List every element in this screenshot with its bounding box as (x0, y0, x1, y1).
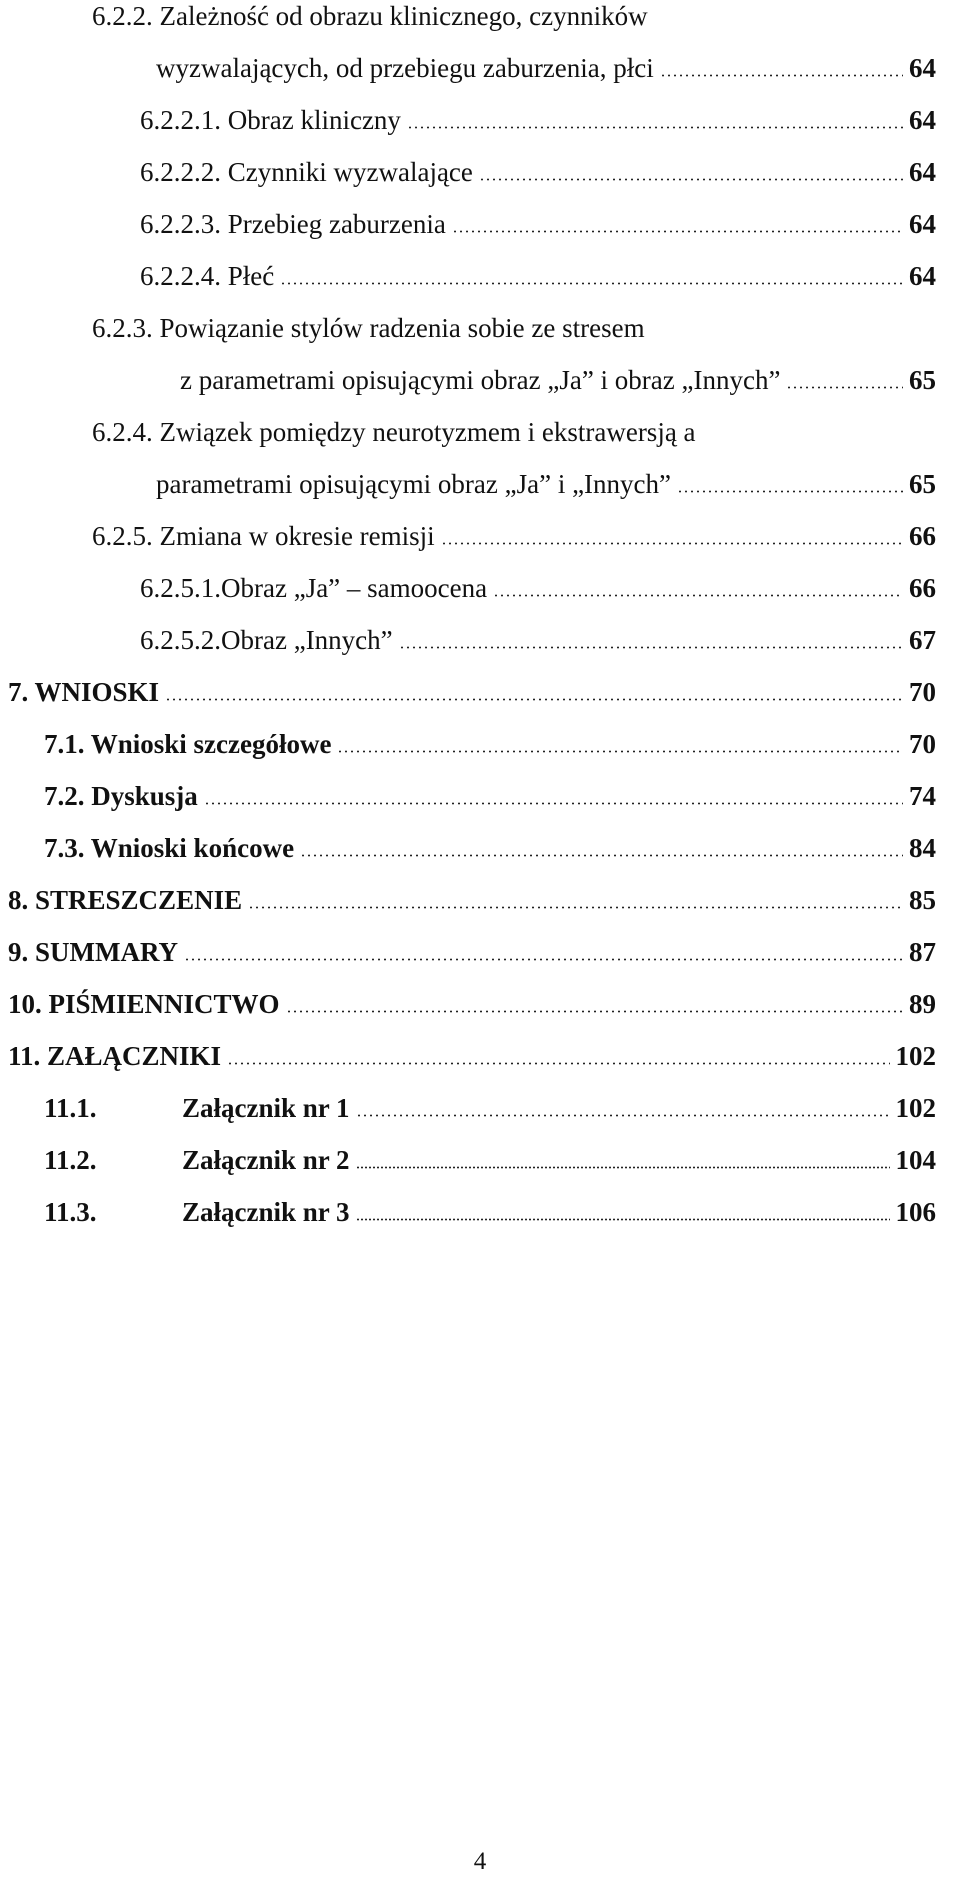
toc-entry-6-2-5[interactable] (92, 520, 936, 552)
toc-entry-6-2-4-line1: 6.2.4. Związek pomiędzy neurotyzmem i ekstrawersją a (92, 417, 696, 447)
dot-leader (165, 698, 903, 701)
toc-entry-6-2-5-1[interactable] (140, 572, 936, 604)
toc-page-number: 74 (909, 781, 936, 811)
dot-leader (441, 542, 903, 545)
toc-entry-7-3[interactable] (44, 832, 936, 864)
toc-page-number: 89 (909, 989, 936, 1019)
toc-entry-title: 9. SUMMARY (8, 937, 179, 967)
toc-entry-title: 6.2.5. Zmiana w okresie remisji (92, 521, 435, 551)
toc-page-number: 102 (895, 1041, 936, 1071)
dot-leader (452, 230, 903, 233)
toc-entry-6-2-2-line1: 6.2.2. Zależność od obrazu klinicznego, czynników (92, 1, 648, 31)
toc-page-number: 104 (895, 1145, 936, 1175)
toc-entry-11-2[interactable] (44, 1144, 936, 1176)
toc-entry-title: 8. STRESZCZENIE (8, 885, 243, 915)
toc-entry-6-2-5-2[interactable] (140, 624, 936, 656)
toc-entry-7-2[interactable] (44, 780, 936, 812)
toc-entry-title: 10. PIŚMIENNICTWO (8, 989, 280, 1019)
toc-entry-title: 6.2.2.1. Obraz kliniczny (140, 105, 401, 135)
toc-entry-title: 6.2.2.3. Przebieg zaburzenia (140, 209, 446, 239)
dot-leader (493, 594, 903, 597)
dot-leader (356, 1166, 890, 1169)
dot-leader (227, 1062, 889, 1065)
toc-entry-6-2-4[interactable] (156, 468, 936, 500)
toc-entry-title: 7. WNIOSKI (8, 677, 160, 707)
toc-page-number: 64 (909, 53, 936, 83)
toc-page-number: 87 (909, 937, 936, 967)
toc-entry-11[interactable] (8, 1040, 936, 1072)
toc-entry-title: Załącznik nr 2 (182, 1145, 350, 1175)
dot-leader (356, 1114, 890, 1117)
dot-leader (184, 958, 903, 961)
dot-leader (660, 74, 903, 77)
dot-leader (479, 178, 903, 181)
toc-entry-title: 6.2.2.2. Czynniki wyzwalające (140, 157, 473, 187)
toc-entry-11-1[interactable] (44, 1092, 936, 1124)
toc-entry-number: 11.1. (44, 1093, 97, 1123)
dot-leader (399, 646, 903, 649)
toc-page-number: 65 (909, 469, 936, 499)
toc-page-number: 64 (909, 157, 936, 187)
toc-entry-title: 7.1. Wnioski szczegółowe (44, 729, 332, 759)
dot-leader (356, 1218, 890, 1221)
toc-entry-6-2-3[interactable] (180, 364, 936, 396)
dot-leader (286, 1010, 903, 1013)
toc-page-number: 66 (909, 521, 936, 551)
toc-page-number: 64 (909, 209, 936, 239)
toc-page-number: 64 (909, 105, 936, 135)
dot-leader (677, 490, 903, 493)
dot-leader (300, 854, 903, 857)
dot-leader (280, 282, 903, 285)
toc-entry-6-2-4-line2: parametrami opisującymi obraz „Ja” i „Innych” (156, 469, 672, 499)
toc-entry-7[interactable] (8, 676, 936, 708)
toc-entry-6-2-2-3[interactable] (140, 208, 936, 240)
toc-page-number: 84 (909, 833, 936, 863)
toc-entry-title: 7.3. Wnioski końcowe (44, 833, 295, 863)
toc-entry-number: 11.2. (44, 1145, 97, 1175)
dot-leader (786, 386, 903, 389)
toc-entry-8[interactable] (8, 884, 936, 916)
dot-leader (407, 126, 903, 129)
dot-leader (337, 750, 903, 753)
toc-page-number: 65 (909, 365, 936, 395)
toc-entry-10[interactable] (8, 988, 936, 1020)
toc-entry-title: 11. ZAŁĄCZNIKI (8, 1041, 222, 1071)
toc-entry-title: 7.2. Dyskusja (44, 781, 198, 811)
toc-page-number: 67 (909, 625, 936, 655)
toc-page-number: 64 (909, 261, 936, 291)
toc-entry-title: 6.2.5.1.Obraz „Ja” – samoocena (140, 573, 488, 603)
toc-entry-6-2-2-2[interactable] (140, 156, 936, 188)
toc-page-number: 106 (895, 1197, 936, 1227)
toc-entry-number: 11.3. (44, 1197, 97, 1227)
toc-entry-7-1[interactable] (44, 728, 936, 760)
toc-page-number: 66 (909, 573, 936, 603)
toc-entry-title: 6.2.5.2.Obraz „Innych” (140, 625, 393, 655)
toc-entry-9[interactable] (8, 936, 936, 968)
toc-page-number: 102 (895, 1093, 936, 1123)
toc-entry-6-2-2-1[interactable] (140, 104, 936, 136)
dot-leader (248, 906, 903, 909)
page-number-footer: 4 (473, 1848, 487, 1875)
toc-entry-6-2-3-line1: 6.2.3. Powiązanie stylów radzenia sobie ze stresem (92, 313, 645, 343)
toc-entry-title: Załącznik nr 3 (182, 1197, 350, 1227)
toc-entry-11-3[interactable] (44, 1196, 936, 1228)
toc-page-number: 85 (909, 885, 936, 915)
dot-leader (204, 802, 903, 805)
toc-entry-6-2-2[interactable] (156, 52, 936, 84)
toc-entry-title: 6.2.2.4. Płeć (140, 261, 275, 291)
toc-entry-6-2-2-4[interactable] (140, 260, 936, 292)
toc-entry-6-2-2-line2: wyzwalających, od przebiegu zaburzenia, płci (156, 53, 654, 83)
toc-page-number: 70 (909, 729, 936, 759)
toc-entry-title: Załącznik nr 1 (182, 1093, 350, 1123)
toc-page-number: 70 (909, 677, 936, 707)
toc-entry-6-2-3-line2: z parametrami opisującymi obraz „Ja” i obraz „Innych” (180, 365, 781, 395)
